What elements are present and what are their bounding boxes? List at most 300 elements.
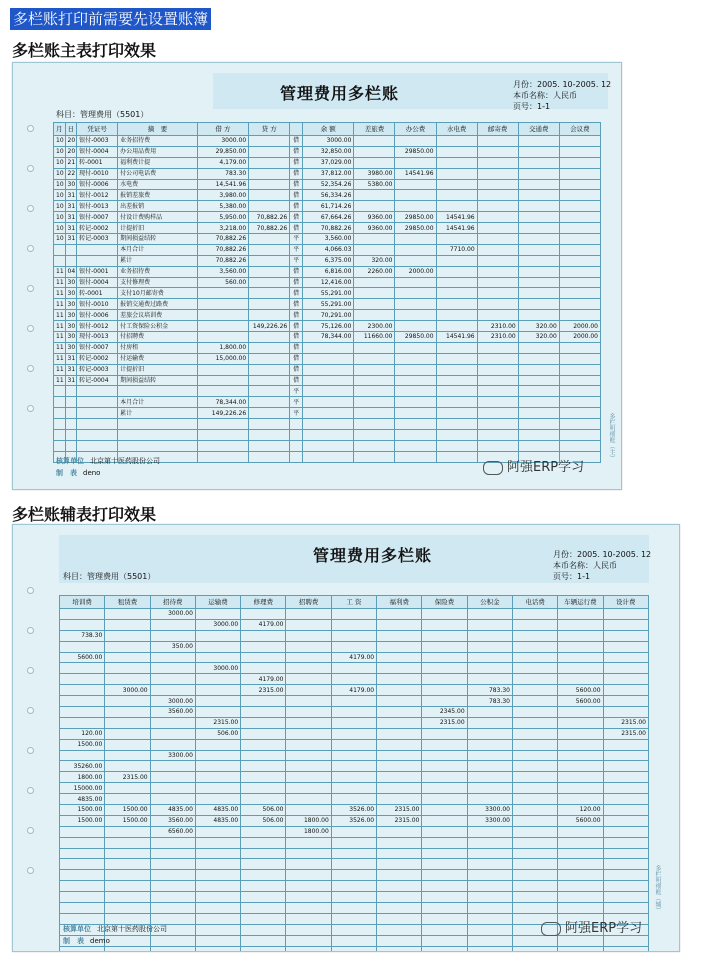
table-cell: 借	[290, 212, 303, 223]
table-cell	[467, 761, 512, 772]
table-cell: 累计	[118, 255, 198, 266]
table-cell	[150, 717, 195, 728]
table-cell	[467, 619, 512, 630]
table-cell	[436, 386, 477, 397]
table-cell	[422, 728, 467, 739]
table-cell: 11	[54, 342, 66, 353]
table-cell	[331, 870, 376, 881]
table-cell	[558, 707, 603, 718]
table-cell	[290, 430, 303, 441]
table-cell	[558, 859, 603, 870]
table-cell: 11	[54, 266, 66, 277]
table-cell	[559, 440, 600, 451]
table-cell	[195, 848, 240, 859]
table-cell: 报销差旅费	[118, 190, 198, 201]
table-cell	[422, 913, 467, 924]
table-cell	[195, 903, 240, 914]
table-cell	[241, 761, 286, 772]
table-cell	[195, 837, 240, 848]
table-cell	[150, 870, 195, 881]
table-cell: 2000.00	[395, 266, 436, 277]
table-cell	[249, 234, 290, 245]
table-cell: 银付-0012	[77, 321, 118, 332]
table-cell	[303, 375, 354, 386]
table-cell	[331, 641, 376, 652]
table-cell	[422, 750, 467, 761]
table-cell: 320.00	[354, 255, 395, 266]
table-cell: 9360.00	[354, 212, 395, 223]
table-cell	[558, 772, 603, 783]
table-cell	[559, 234, 600, 245]
table-cell	[60, 837, 105, 848]
table-cell	[241, 728, 286, 739]
table-cell: 借	[290, 277, 303, 288]
maker-name: deno	[83, 469, 101, 477]
table-cell	[105, 674, 150, 685]
table-cell	[195, 892, 240, 903]
table-cell: 借	[290, 179, 303, 190]
table-cell: 11	[54, 332, 66, 343]
table-cell	[195, 881, 240, 892]
table-cell	[77, 430, 118, 441]
table-row	[54, 234, 601, 245]
table-cell	[60, 826, 105, 837]
table-cell	[249, 244, 290, 255]
table-cell	[105, 630, 150, 641]
table-cell	[150, 859, 195, 870]
table-cell: 1800.00	[286, 826, 331, 837]
table-row	[60, 859, 649, 870]
binding-holes	[13, 63, 51, 489]
table-row	[54, 342, 601, 353]
table-cell	[331, 663, 376, 674]
table-cell: 计提折旧	[118, 223, 198, 234]
table-cell	[477, 201, 518, 212]
table-cell	[331, 630, 376, 641]
table-cell	[150, 837, 195, 848]
table-cell	[477, 157, 518, 168]
table-cell	[377, 750, 422, 761]
table-row	[60, 685, 649, 696]
table-cell	[331, 826, 376, 837]
table-cell: 报销交通费过路费	[118, 299, 198, 310]
table-cell	[512, 685, 557, 696]
table-cell	[195, 924, 240, 935]
table-cell	[603, 935, 648, 946]
table-cell: 付工资保险公积金	[118, 321, 198, 332]
table-cell	[354, 440, 395, 451]
ledger-main-sheet	[12, 62, 622, 490]
table-cell: 6,375.00	[303, 255, 354, 266]
table-cell	[558, 783, 603, 794]
table-cell: 借	[290, 288, 303, 299]
column-header: 工 资	[331, 596, 376, 609]
table-cell: 1800.00	[286, 815, 331, 826]
table-cell	[241, 892, 286, 903]
table-cell	[603, 663, 648, 674]
table-cell	[331, 946, 376, 952]
table-cell	[241, 859, 286, 870]
table-cell: 5380.00	[354, 179, 395, 190]
table-cell: 本月合计	[118, 244, 198, 255]
table-cell: 期间损益结转	[118, 234, 198, 245]
table-cell	[377, 772, 422, 783]
table-cell	[395, 310, 436, 321]
table-cell	[195, 913, 240, 924]
table-cell	[477, 310, 518, 321]
table-cell: 149,226.26	[249, 321, 290, 332]
table-cell	[331, 761, 376, 772]
table-row	[54, 364, 601, 375]
table-cell	[422, 783, 467, 794]
table-row	[54, 310, 601, 321]
table-cell: 银付-0004	[77, 146, 118, 157]
table-cell	[436, 440, 477, 451]
table-cell	[286, 794, 331, 805]
table-cell	[395, 255, 436, 266]
table-cell	[331, 619, 376, 630]
table-cell	[603, 652, 648, 663]
table-cell	[249, 179, 290, 190]
table-cell: 14541.96	[436, 223, 477, 234]
table-cell	[558, 674, 603, 685]
table-cell	[436, 364, 477, 375]
table-cell: 付设计费购样品	[118, 212, 198, 223]
table-cell	[241, 946, 286, 952]
table-cell	[241, 717, 286, 728]
table-cell	[354, 299, 395, 310]
table-cell	[241, 652, 286, 663]
table-cell	[249, 288, 290, 299]
table-cell	[518, 342, 559, 353]
table-cell	[558, 663, 603, 674]
table-cell	[331, 848, 376, 859]
table-cell	[105, 837, 150, 848]
table-cell	[150, 619, 195, 630]
table-cell	[150, 739, 195, 750]
table-cell	[477, 146, 518, 157]
table-cell	[197, 419, 248, 430]
table-cell	[195, 674, 240, 685]
table-cell	[422, 619, 467, 630]
table-cell	[249, 332, 290, 343]
table-cell	[518, 136, 559, 147]
table-cell: 5600.00	[558, 696, 603, 707]
table-cell	[559, 277, 600, 288]
table-cell: 2315.00	[603, 717, 648, 728]
table-cell	[195, 641, 240, 652]
ledger-aux-sheet	[12, 524, 680, 952]
table-row	[60, 870, 649, 881]
table-cell	[603, 794, 648, 805]
table-cell	[467, 609, 512, 620]
table-cell	[331, 892, 376, 903]
table-cell: 350.00	[150, 641, 195, 652]
table-cell	[377, 609, 422, 620]
table-cell	[331, 609, 376, 620]
table-cell: 3300.00	[150, 750, 195, 761]
table-cell	[331, 739, 376, 750]
table-cell: 转记-0004	[77, 375, 118, 386]
table-cell	[395, 136, 436, 147]
table-cell	[422, 837, 467, 848]
table-cell	[559, 146, 600, 157]
table-cell: 1500.00	[60, 815, 105, 826]
table-cell: 5600.00	[60, 652, 105, 663]
column-header: 公积金	[467, 596, 512, 609]
table-cell	[197, 364, 248, 375]
table-cell	[54, 244, 66, 255]
table-cell	[518, 244, 559, 255]
table-cell	[558, 848, 603, 859]
table-cell: 78,344.00	[303, 332, 354, 343]
table-cell	[60, 685, 105, 696]
table-row	[54, 223, 601, 234]
table-cell	[286, 750, 331, 761]
table-cell	[395, 408, 436, 419]
table-cell	[467, 739, 512, 750]
table-cell: 本月合计	[118, 397, 198, 408]
table-cell	[60, 870, 105, 881]
table-cell	[377, 848, 422, 859]
table-cell: 10	[54, 201, 66, 212]
table-cell	[249, 342, 290, 353]
table-cell: 付房租	[118, 342, 198, 353]
table-row	[54, 190, 601, 201]
table-cell	[518, 430, 559, 441]
table-cell	[436, 310, 477, 321]
table-cell	[354, 277, 395, 288]
table-cell	[241, 783, 286, 794]
table-cell	[467, 946, 512, 952]
table-cell: 55,291.00	[303, 299, 354, 310]
table-row	[60, 837, 649, 848]
table-cell	[60, 892, 105, 903]
table-cell	[195, 859, 240, 870]
table-cell	[422, 761, 467, 772]
table-cell	[558, 892, 603, 903]
table-cell	[559, 419, 600, 430]
table-cell: 78,344.00	[197, 397, 248, 408]
table-cell	[467, 903, 512, 914]
table-cell	[195, 772, 240, 783]
table-cell	[290, 440, 303, 451]
table-cell: 借	[290, 266, 303, 277]
table-cell	[436, 157, 477, 168]
table-cell	[422, 805, 467, 816]
column-header: 借 方	[197, 123, 248, 136]
table-cell	[249, 375, 290, 386]
table-cell	[422, 652, 467, 663]
table-row	[60, 903, 649, 914]
table-cell	[241, 641, 286, 652]
table-row	[60, 826, 649, 837]
table-cell	[249, 364, 290, 375]
table-cell: 4835.00	[195, 815, 240, 826]
table-cell: 银付-0007	[77, 342, 118, 353]
table-cell: 3300.00	[467, 805, 512, 816]
table-cell	[377, 924, 422, 935]
table-cell: 11660.00	[354, 332, 395, 343]
table-cell	[377, 892, 422, 903]
table-cell	[241, 870, 286, 881]
table-cell: 借	[290, 157, 303, 168]
table-cell	[249, 408, 290, 419]
table-cell: 平	[290, 408, 303, 419]
table-row	[60, 783, 649, 794]
column-header: 差旅费	[354, 123, 395, 136]
table-cell	[558, 717, 603, 728]
table-cell: 7710.00	[436, 244, 477, 255]
table-cell: 银付-0007	[77, 212, 118, 223]
table-cell	[422, 826, 467, 837]
table-cell	[60, 663, 105, 674]
table-cell: 10	[54, 157, 66, 168]
table-cell	[54, 386, 66, 397]
table-cell	[395, 386, 436, 397]
table-cell	[558, 794, 603, 805]
table-cell: 1500.00	[60, 805, 105, 816]
table-cell: 506.00	[195, 728, 240, 739]
table-row	[60, 663, 649, 674]
table-row	[54, 375, 601, 386]
table-cell	[377, 870, 422, 881]
table-cell	[377, 826, 422, 837]
table-cell	[303, 386, 354, 397]
table-cell	[603, 761, 648, 772]
table-cell	[603, 696, 648, 707]
section-title-aux: 多栏账辅表打印效果	[12, 505, 157, 524]
table-cell: 银付-0010	[77, 299, 118, 310]
table-cell	[249, 310, 290, 321]
table-cell	[197, 386, 248, 397]
table-cell: 业务招待费	[118, 136, 198, 147]
table-row	[54, 430, 601, 441]
table-cell	[377, 696, 422, 707]
table-cell: 付运输费	[118, 353, 198, 364]
column-header: 招待费	[150, 596, 195, 609]
table-cell	[286, 630, 331, 641]
table-row	[54, 136, 601, 147]
table-cell	[77, 255, 118, 266]
table-cell: 29850.00	[395, 212, 436, 223]
table-cell	[241, 935, 286, 946]
table-cell	[77, 440, 118, 451]
unit-label: 核算单位	[56, 457, 84, 465]
table-cell	[331, 935, 376, 946]
table-cell: 2000.00	[559, 321, 600, 332]
table-cell: 9360.00	[354, 223, 395, 234]
table-cell: 30	[65, 342, 77, 353]
table-cell	[395, 375, 436, 386]
currency: 本币名称：人民币	[513, 91, 577, 100]
table-cell	[241, 696, 286, 707]
table-cell: 2315.00	[377, 815, 422, 826]
table-cell	[512, 826, 557, 837]
table-cell	[436, 451, 477, 462]
table-cell	[118, 419, 198, 430]
table-cell	[249, 430, 290, 441]
table-cell	[603, 837, 648, 848]
table-cell	[422, 881, 467, 892]
table-cell	[241, 750, 286, 761]
table-row	[60, 761, 649, 772]
table-cell	[54, 397, 66, 408]
table-cell	[603, 707, 648, 718]
table-cell	[77, 397, 118, 408]
table-row	[54, 168, 601, 179]
maker-name: demo	[90, 937, 110, 945]
table-cell	[477, 364, 518, 375]
table-cell	[118, 430, 198, 441]
table-cell	[60, 903, 105, 914]
table-cell	[558, 750, 603, 761]
table-cell	[436, 375, 477, 386]
table-cell: 转-0001	[77, 288, 118, 299]
ledger-footer	[63, 923, 167, 947]
table-cell	[422, 674, 467, 685]
table-cell: 37,812.00	[303, 168, 354, 179]
table-cell	[477, 440, 518, 451]
table-cell	[195, 870, 240, 881]
table-cell	[603, 848, 648, 859]
table-cell	[331, 728, 376, 739]
table-cell	[197, 288, 248, 299]
table-cell	[436, 168, 477, 179]
table-cell: 平	[290, 244, 303, 255]
table-cell	[150, 903, 195, 914]
table-row	[60, 815, 649, 826]
table-cell	[603, 619, 648, 630]
table-cell	[512, 663, 557, 674]
table-cell	[603, 826, 648, 837]
table-cell: 31	[65, 234, 77, 245]
table-cell	[354, 408, 395, 419]
table-cell	[54, 419, 66, 430]
table-cell	[477, 288, 518, 299]
table-cell	[422, 924, 467, 935]
table-cell	[422, 935, 467, 946]
table-cell: 转记-0002	[77, 223, 118, 234]
table-cell	[512, 652, 557, 663]
subject-line: 科目：管理费用（5501）	[56, 110, 149, 119]
table-row	[60, 609, 649, 620]
table-cell	[603, 859, 648, 870]
table-cell	[422, 739, 467, 750]
table-cell	[195, 783, 240, 794]
table-cell	[436, 277, 477, 288]
table-cell	[331, 717, 376, 728]
table-cell	[395, 321, 436, 332]
table-cell	[195, 761, 240, 772]
table-cell	[331, 707, 376, 718]
table-cell: 2000.00	[559, 332, 600, 343]
table-cell	[518, 364, 559, 375]
table-cell: 银付-0001	[77, 266, 118, 277]
maker-label: 制 表	[63, 937, 84, 945]
table-cell: 30	[65, 288, 77, 299]
table-cell	[558, 946, 603, 952]
table-cell	[354, 190, 395, 201]
table-cell	[195, 609, 240, 620]
table-cell: 3,980.00	[197, 190, 248, 201]
table-cell	[77, 408, 118, 419]
unit-name: 北京第十医药股份公司	[97, 925, 167, 933]
table-cell: 3560.00	[150, 707, 195, 718]
table-cell: 320.00	[518, 321, 559, 332]
table-cell	[105, 619, 150, 630]
table-cell: 3526.00	[331, 805, 376, 816]
